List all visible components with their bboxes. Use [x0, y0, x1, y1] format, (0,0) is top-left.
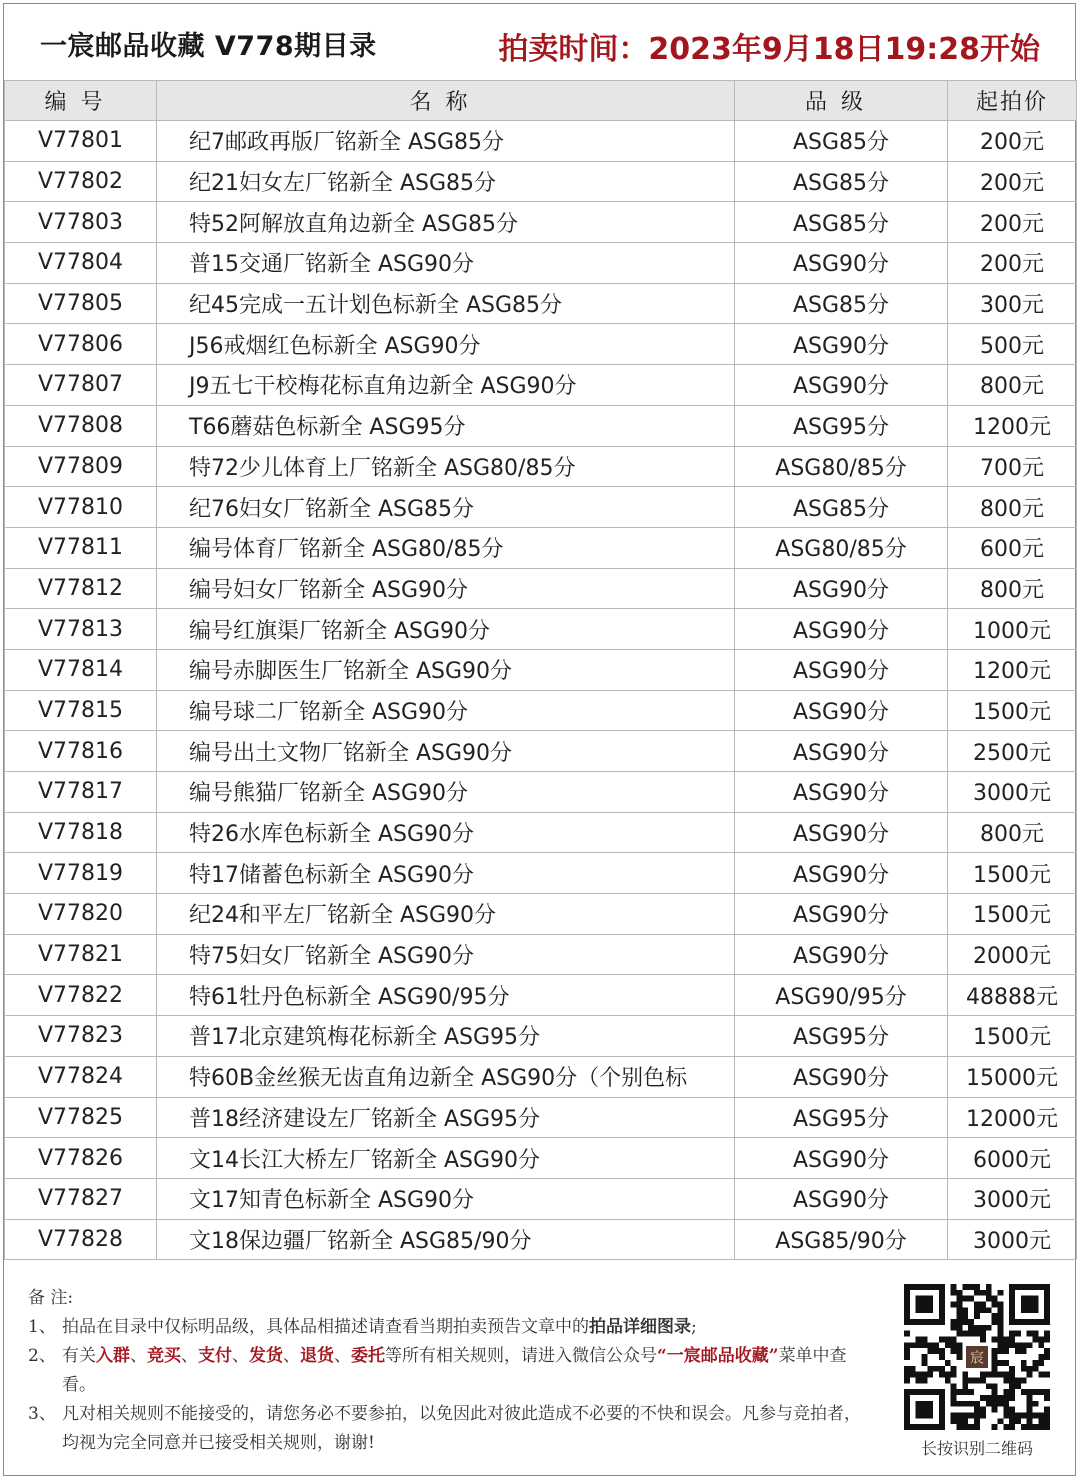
starting-price: 200元 — [948, 243, 1077, 284]
lot-name: 纪21妇女左厂铭新全 ASG85分 — [157, 161, 735, 202]
note-2-sep: 、 — [334, 1346, 351, 1366]
starting-price: 800元 — [948, 365, 1077, 406]
note-2-text-b: 等所有相关规则，请进入微信公众号 — [385, 1346, 657, 1366]
note-3-text: 凡对相关规则不能接受的，请您务必不要参拍，以免因此对彼此造成不必要的不快和误会。凡参与竞拍者，均视为完全同意并已接受相关规则，谢谢! — [62, 1404, 861, 1453]
lot-grade: ASG90分 — [735, 853, 948, 894]
lot-number: V77818 — [5, 812, 157, 853]
table-row — [5, 121, 1077, 162]
lot-number: V77828 — [5, 1219, 157, 1260]
lot-name: 特52阿解放直角边新全 ASG85分 — [157, 202, 735, 243]
table-row — [5, 894, 1077, 935]
lot-name: 纪76妇女厂铭新全 ASG85分 — [157, 487, 735, 528]
starting-price: 48888元 — [948, 975, 1077, 1016]
note-3-number: 3、 — [28, 1404, 56, 1424]
lot-grade: ASG95分 — [735, 1097, 948, 1138]
lot-grade: ASG95分 — [735, 405, 948, 446]
lot-grade: ASG95分 — [735, 1016, 948, 1057]
note-3 — [28, 1400, 868, 1458]
lot-number: V77825 — [5, 1097, 157, 1138]
lot-grade: ASG90分 — [735, 1178, 948, 1219]
lot-grade: ASG90分 — [735, 894, 948, 935]
table-row — [5, 446, 1077, 487]
lot-grade: ASG90分 — [735, 365, 948, 406]
lot-name: 文17知青色标新全 ASG90分 — [157, 1178, 735, 1219]
lot-number: V77824 — [5, 1056, 157, 1097]
table-row — [5, 568, 1077, 609]
note-1 — [28, 1313, 868, 1342]
note-2-keyword-bid: 竞买 — [147, 1346, 181, 1366]
table-row — [5, 649, 1077, 690]
lot-number: V77815 — [5, 690, 157, 731]
lot-number: V77826 — [5, 1138, 157, 1179]
lot-grade: ASG90分 — [735, 731, 948, 772]
table-row — [5, 609, 1077, 650]
column-header-grade: 品级 — [735, 81, 948, 121]
lot-grade: ASG90分 — [735, 324, 948, 365]
lot-grade: ASG85分 — [735, 202, 948, 243]
starting-price: 15000元 — [948, 1056, 1077, 1097]
lot-name: 特26水库色标新全 ASG90分 — [157, 812, 735, 853]
table-row — [5, 243, 1077, 284]
note-1-highlight: 拍品详细图录 — [589, 1317, 691, 1337]
lot-name: 编号赤脚医生厂铭新全 ASG90分 — [157, 649, 735, 690]
lot-number: V77811 — [5, 527, 157, 568]
lot-number: V77802 — [5, 161, 157, 202]
column-header-price: 起拍价 — [948, 81, 1077, 121]
lot-number: V77812 — [5, 568, 157, 609]
lot-name: 文18保边疆厂铭新全 ASG85/90分 — [157, 1219, 735, 1260]
starting-price: 1500元 — [948, 853, 1077, 894]
lot-number: V77823 — [5, 1016, 157, 1057]
starting-price: 600元 — [948, 527, 1077, 568]
qr-caption: 长按识别二维码 — [920, 1439, 1033, 1458]
starting-price: 200元 — [948, 121, 1077, 162]
starting-price: 1000元 — [948, 609, 1077, 650]
lot-number: V77810 — [5, 487, 157, 528]
table-body — [5, 121, 1077, 1260]
lot-number: V77807 — [5, 365, 157, 406]
lot-grade: ASG90分 — [735, 649, 948, 690]
lot-number: V77816 — [5, 731, 157, 772]
table-row — [5, 1219, 1077, 1260]
lot-grade: ASG90分 — [735, 1056, 948, 1097]
note-2-account-name: “一宸邮品收藏” — [657, 1346, 779, 1366]
table-row — [5, 772, 1077, 813]
table-row — [5, 1097, 1077, 1138]
lot-name: 特72少儿体育上厂铭新全 ASG80/85分 — [157, 446, 735, 487]
lot-name: 特75妇女厂铭新全 ASG90分 — [157, 934, 735, 975]
header — [0, 0, 1080, 80]
lot-name: 特61牡丹色标新全 ASG90/95分 — [157, 975, 735, 1016]
table-row — [5, 1138, 1077, 1179]
qr-code-icon[interactable] — [904, 1284, 1050, 1430]
note-2-sep: 、 — [181, 1346, 198, 1366]
note-2-keyword-consign: 委托 — [351, 1346, 385, 1366]
table-row — [5, 283, 1077, 324]
lot-grade: ASG90分 — [735, 243, 948, 284]
note-2-sep: 、 — [232, 1346, 249, 1366]
note-2-number: 2、 — [28, 1346, 56, 1366]
table-row — [5, 405, 1077, 446]
lot-grade: ASG90分 — [735, 772, 948, 813]
lot-number: V77808 — [5, 405, 157, 446]
note-2-sep: 、 — [283, 1346, 300, 1366]
column-header-id: 编号 — [5, 81, 157, 121]
starting-price: 800元 — [948, 568, 1077, 609]
starting-price: 800元 — [948, 487, 1077, 528]
lot-grade: ASG90分 — [735, 690, 948, 731]
lot-name: 普17北京建筑梅花标新全 ASG95分 — [157, 1016, 735, 1057]
table-row — [5, 1178, 1077, 1219]
starting-price: 1200元 — [948, 649, 1077, 690]
lot-grade: ASG90分 — [735, 812, 948, 853]
column-header-name: 名称 — [157, 81, 735, 121]
lot-grade: ASG90/95分 — [735, 975, 948, 1016]
starting-price: 1500元 — [948, 1016, 1077, 1057]
lot-number: V77804 — [5, 243, 157, 284]
catalog-title: 一宸邮品收藏 V778期目录 — [40, 31, 377, 62]
lot-name: 纪45完成一五计划色标新全 ASG85分 — [157, 283, 735, 324]
lot-number: V77814 — [5, 649, 157, 690]
lot-number: V77821 — [5, 934, 157, 975]
catalog-table — [4, 80, 1077, 1260]
starting-price: 2500元 — [948, 731, 1077, 772]
lot-grade: ASG85分 — [735, 487, 948, 528]
table-row — [5, 365, 1077, 406]
table-header-row — [5, 81, 1077, 121]
table-row — [5, 975, 1077, 1016]
note-1-end: ; — [691, 1317, 697, 1337]
table-row — [5, 487, 1077, 528]
lot-grade: ASG85分 — [735, 161, 948, 202]
note-2-text-a: 有关 — [62, 1346, 96, 1366]
table-row — [5, 690, 1077, 731]
note-2-keyword-ship: 发货 — [249, 1346, 283, 1366]
lot-number: V77809 — [5, 446, 157, 487]
starting-price: 200元 — [948, 161, 1077, 202]
lot-number: V77805 — [5, 283, 157, 324]
lot-name: 编号妇女厂铭新全 ASG90分 — [157, 568, 735, 609]
lot-name: 文14长江大桥左厂铭新全 ASG90分 — [157, 1138, 735, 1179]
lot-grade: ASG80/85分 — [735, 527, 948, 568]
starting-price: 6000元 — [948, 1138, 1077, 1179]
note-1-text: 拍品在目录中仅标明品级，具体品相描述请查看当期拍卖预告文章中的 — [62, 1317, 589, 1337]
lot-number: V77822 — [5, 975, 157, 1016]
starting-price: 200元 — [948, 202, 1077, 243]
note-2-text-d: 菜单中查看。 — [62, 1346, 847, 1395]
note-1-number: 1、 — [28, 1317, 56, 1337]
starting-price: 3000元 — [948, 1219, 1077, 1260]
table-row — [5, 731, 1077, 772]
lot-name: 编号红旗渠厂铭新全 ASG90分 — [157, 609, 735, 650]
lot-name: 编号出土文物厂铭新全 ASG90分 — [157, 731, 735, 772]
lot-name: 特60B金丝猴无齿直角边新全 ASG90分（个别色标 — [157, 1056, 735, 1097]
note-2-keyword-pay: 支付 — [198, 1346, 232, 1366]
lot-name: 纪24和平左厂铭新全 ASG90分 — [157, 894, 735, 935]
starting-price: 700元 — [948, 446, 1077, 487]
lot-number: V77803 — [5, 202, 157, 243]
starting-price: 3000元 — [948, 1178, 1077, 1219]
notes-heading: 备 注: — [28, 1288, 74, 1308]
note-2-keyword-join: 入群 — [96, 1346, 130, 1366]
starting-price: 300元 — [948, 283, 1077, 324]
lot-name: 纪7邮政再版厂铭新全 ASG85分 — [157, 121, 735, 162]
lot-name: 普18经济建设左厂铭新全 ASG95分 — [157, 1097, 735, 1138]
lot-name: 编号球二厂铭新全 ASG90分 — [157, 690, 735, 731]
lot-number: V77827 — [5, 1178, 157, 1219]
table-row — [5, 202, 1077, 243]
notes — [28, 1284, 868, 1458]
lot-number: V77820 — [5, 894, 157, 935]
qr-logo: 宸 — [970, 1350, 984, 1367]
lot-name: 编号熊猫厂铭新全 ASG90分 — [157, 772, 735, 813]
table-row — [5, 934, 1077, 975]
table-row — [5, 812, 1077, 853]
lot-grade: ASG90分 — [735, 609, 948, 650]
starting-price: 800元 — [948, 812, 1077, 853]
lot-number: V77817 — [5, 772, 157, 813]
lot-name: 普15交通厂铭新全 ASG90分 — [157, 243, 735, 284]
lot-name: J56戒烟红色标新全 ASG90分 — [157, 324, 735, 365]
table-row — [5, 853, 1077, 894]
lot-name: J9五七干校梅花标直角边新全 ASG90分 — [157, 365, 735, 406]
starting-price: 3000元 — [948, 772, 1077, 813]
starting-price: 1500元 — [948, 894, 1077, 935]
note-2-keyword-return: 退货 — [300, 1346, 334, 1366]
lot-grade: ASG90分 — [735, 1138, 948, 1179]
starting-price: 1500元 — [948, 690, 1077, 731]
note-2 — [28, 1342, 868, 1400]
table-row — [5, 161, 1077, 202]
starting-price: 500元 — [948, 324, 1077, 365]
lot-grade: ASG85分 — [735, 121, 948, 162]
lot-number: V77813 — [5, 609, 157, 650]
table-row — [5, 324, 1077, 365]
lot-grade: ASG85分 — [735, 283, 948, 324]
lot-grade: ASG85/90分 — [735, 1219, 948, 1260]
lot-name: 特17储蓄色标新全 ASG90分 — [157, 853, 735, 894]
lot-grade: ASG90分 — [735, 568, 948, 609]
note-2-sep: 、 — [130, 1346, 147, 1366]
lot-name: 编号体育厂铭新全 ASG80/85分 — [157, 527, 735, 568]
lot-number: V77806 — [5, 324, 157, 365]
auction-time: 拍卖时间：2023年9月18日19:28开始 — [498, 32, 1040, 67]
table-row — [5, 1016, 1077, 1057]
starting-price: 1200元 — [948, 405, 1077, 446]
table-row — [5, 527, 1077, 568]
starting-price: 2000元 — [948, 934, 1077, 975]
lot-name: T66蘑菇色标新全 ASG95分 — [157, 405, 735, 446]
lot-grade: ASG80/85分 — [735, 446, 948, 487]
starting-price: 12000元 — [948, 1097, 1077, 1138]
lot-number: V77801 — [5, 121, 157, 162]
lot-number: V77819 — [5, 853, 157, 894]
table-row — [5, 1056, 1077, 1097]
lot-grade: ASG90分 — [735, 934, 948, 975]
